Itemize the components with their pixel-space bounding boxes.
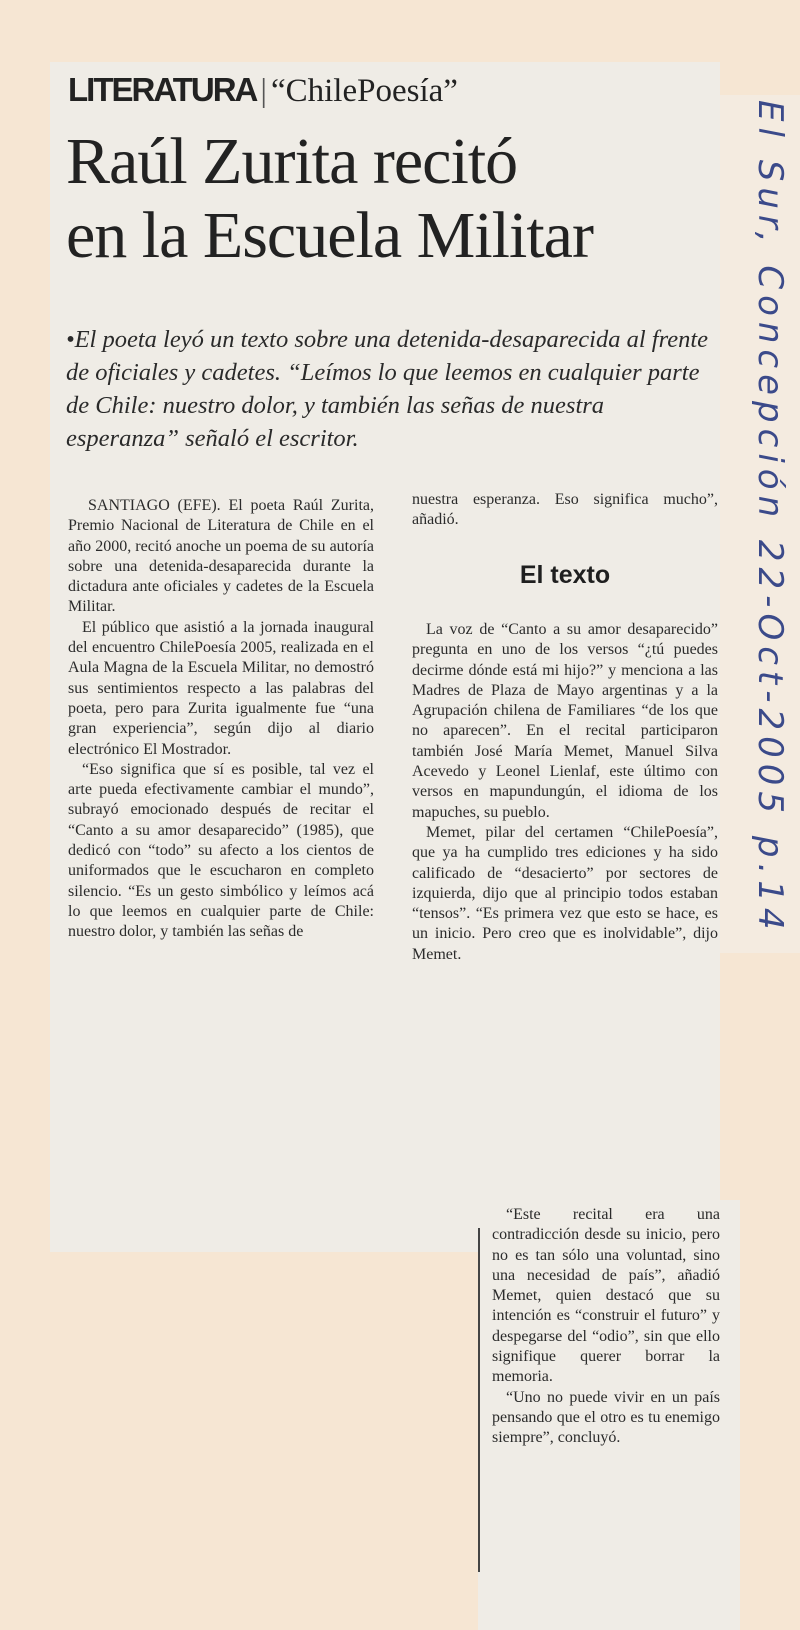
kicker-separator: | <box>260 73 267 109</box>
body-column-right-continuation <box>412 490 718 531</box>
body-paragraph: “Uno no puede vivir en un país pensando que el otro es tu enemigo siempre”, concluyó. <box>492 1388 720 1447</box>
body-column-right <box>412 620 718 965</box>
handwritten-source-note: El Sur, Concepción 22-Oct-2005 p.14 <box>750 100 790 936</box>
body-paragraph: La voz de “Canto a su amor desaparecido” pregunta en uno de los versos “¿tú puedes decirme dónde está mi hijo?” y menciona a las Madres de Plaza de Mayo argentinas y a la Agrupación chilena de Familiares “de los que no aparecen”. En el recital participaron también José María Memet, Manuel Silva Acevedo y Leonel Lienlaf, este último con versos en mapundungún, el idioma de los mapuches, su pueblo. <box>412 621 718 821</box>
body-paragraph: “Eso significa que sí es posible, tal vez el arte pueda efectivamente cambiar el mundo”, subrayó emocionado después de recitar el “Canto a su amor desaparecido” (1985), que dedicó con “todo” su afecto a los cientos de uniformados que le escucharon en completo silencio. “Es un gesto simbólico y leímos acá lo que leemos en cualquier parte de Chile: nuestro dolor, y también las señas de <box>68 760 374 941</box>
lead-paragraph: •El poeta leyó un texto sobre una detenida-desaparecida al frente de oficiales y cadetes. “Leímos lo que leemos en cualquier parte de Chile: nuestro dolor, y también las señas de nuestra esperanza” señaló el escritor. <box>66 326 709 452</box>
body-paragraph: nuestra esperanza. Eso significa mucho”, añadió. <box>412 491 718 529</box>
body-paragraph: El público que asistió a la jornada inaugural del encuentro ChilePoesía 2005, realizada en el Aula Magna de la Escuela Militar, no demostró sus sentimientos respecto a las palabras del poeta, pero para Zurita igualmente fue “una gran experiencia”, según dijo al diario electrónico El Mostrador. <box>68 618 374 758</box>
kicker-topic: “ChilePoesía” <box>270 73 458 109</box>
body-column-right-lower <box>492 1205 720 1449</box>
body-paragraph: Memet, pilar del certamen “ChilePoesía”, que ya ha cumplido tres ediciones y ha sido calificado de “desacierto” por sectores de izquierda, dijo que al principio todos estaban “tensos”. “Es primera vez que esto se hace, es un inicio. Pero creo que es inolvidable”, dijo Memet. <box>412 823 718 963</box>
section-kicker <box>68 70 458 111</box>
subhead: El texto <box>519 561 611 589</box>
body-column-left <box>68 496 374 943</box>
body-paragraph: SANTIAGO (EFE). El poeta Raúl Zurita, Premio Nacional de Literatura de Chile en el año 2000, recitó anoche un poema de su autoría sobre una detenida-desaparecida durante la dictadura ante oficiales y cadetes de la Escuela Militar. <box>68 497 374 616</box>
headline-line-2: en la Escuela Militar <box>66 199 593 272</box>
body-paragraph: “Este recital era una contradicción desde su inicio, pero no es tan sólo una voluntad, sino una necesidad de país”, añadió Memet, quien destacó que su intención es “construir el futuro” y despegarse del “odio”, sin que ello signifique querer borrar la memoria. <box>492 1206 720 1386</box>
column-rule <box>478 1228 480 1572</box>
section-label: LITERATURA <box>68 71 257 108</box>
headline-line-1: Raúl Zurita recitó <box>66 125 518 198</box>
headline <box>66 125 593 273</box>
